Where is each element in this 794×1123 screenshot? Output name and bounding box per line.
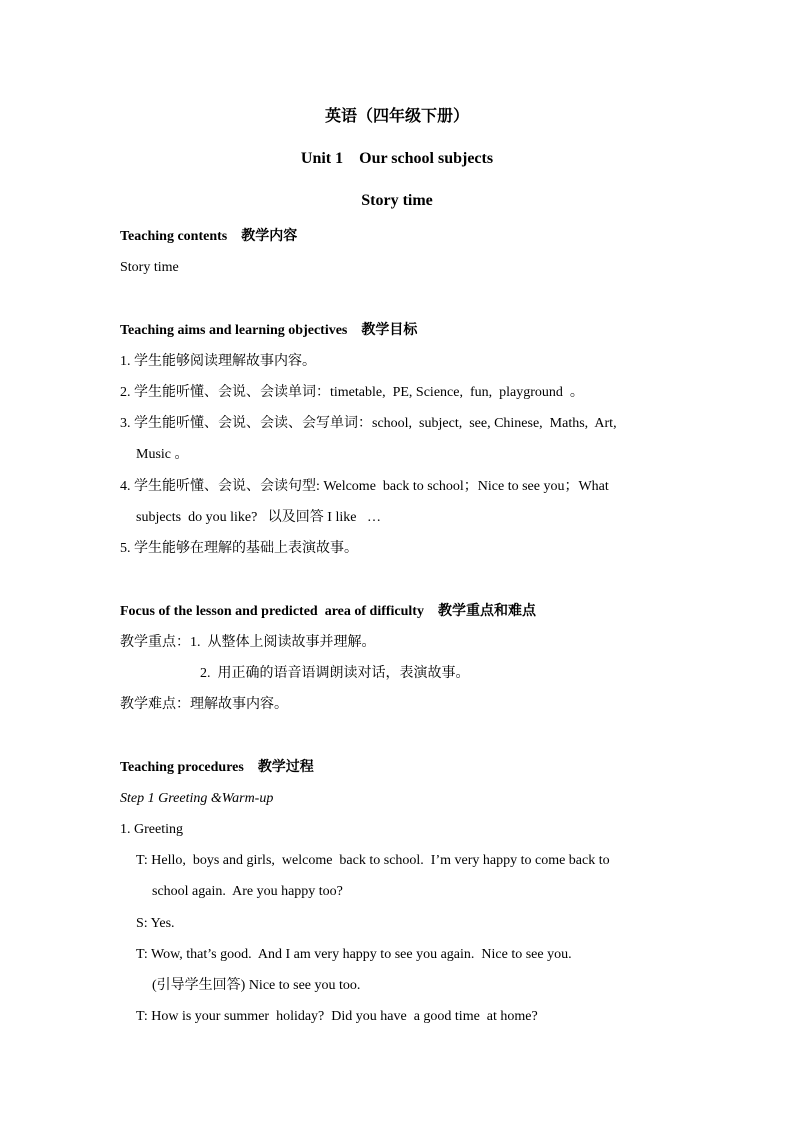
key-point-2: 2. 用正确的语音语调朗读对话，表演故事。 (200, 666, 470, 681)
key-points-row (120, 634, 376, 652)
key-point-1: 1. 从整体上阅读故事并理解。 (190, 635, 376, 650)
difficulty-point: 教学难点：理解故事内容。 (120, 697, 288, 712)
aim-item: 5. 学生能够在理解的基础上表演故事。 (120, 541, 358, 556)
dialogue-line-continued: school again. Are you happy too? (152, 884, 343, 899)
heading-en: Teaching contents (120, 229, 228, 244)
section-heading-focus (120, 603, 536, 621)
heading-cn: 教学目标 (361, 323, 418, 338)
dialogue-line: T: Hello, boys and girls, welcome back to school. I’m very happy to come back to (136, 853, 610, 868)
section-heading-contents (120, 228, 297, 246)
aim-item-continued: Music 。 (136, 447, 189, 462)
heading-cn: 教学重点和难点 (437, 604, 536, 619)
aim-item: 2. 学生能听懂、会说、会读单词：timetable, PE, Science, fun, playground 。 (120, 385, 584, 400)
dialogue-line: T: Wow, that’s good. And I am very happy to see you again. Nice to see you. (136, 947, 572, 962)
key-points-label: 教学重点： (120, 635, 190, 650)
sub-step-heading: 1. Greeting (120, 822, 183, 837)
heading-cn: 教学过程 (257, 760, 314, 775)
heading-en: Teaching aims and learning objectives (120, 323, 348, 338)
lesson-subtitle: Story time (361, 192, 433, 209)
heading-cn: 教学内容 (241, 229, 298, 244)
contents-body: Story time (120, 260, 179, 275)
heading-en: Focus of the lesson and predicted area of difficulty (120, 604, 424, 619)
dialogue-line-continued: (引导学生回答) Nice to see you too. (152, 978, 361, 993)
aim-item: 1. 学生能够阅读理解故事内容。 (120, 354, 316, 369)
aim-item: 3. 学生能听懂、会说、会读、会写单词：school, subject, see, Chinese, Maths, Art, (120, 416, 617, 431)
heading-en: Teaching procedures (120, 760, 244, 775)
dialogue-line: T: How is your summer holiday? Did you have a good time at home? (136, 1009, 538, 1024)
section-heading-aims (120, 322, 417, 340)
aim-item-continued: subjects do you like? 以及回答 I like … (136, 510, 381, 525)
document-title: 英语（四年级下册） (324, 108, 469, 125)
aim-item: 4. 学生能听懂、会说、会读句型: Welcome back to school；Nice to see you；What (120, 479, 609, 494)
step-heading: Step 1 Greeting &Warm-up (120, 791, 274, 806)
unit-title: Unit 1 Our school subjects (300, 150, 494, 167)
dialogue-line: S: Yes. (136, 916, 175, 931)
section-heading-procedures (120, 759, 314, 777)
